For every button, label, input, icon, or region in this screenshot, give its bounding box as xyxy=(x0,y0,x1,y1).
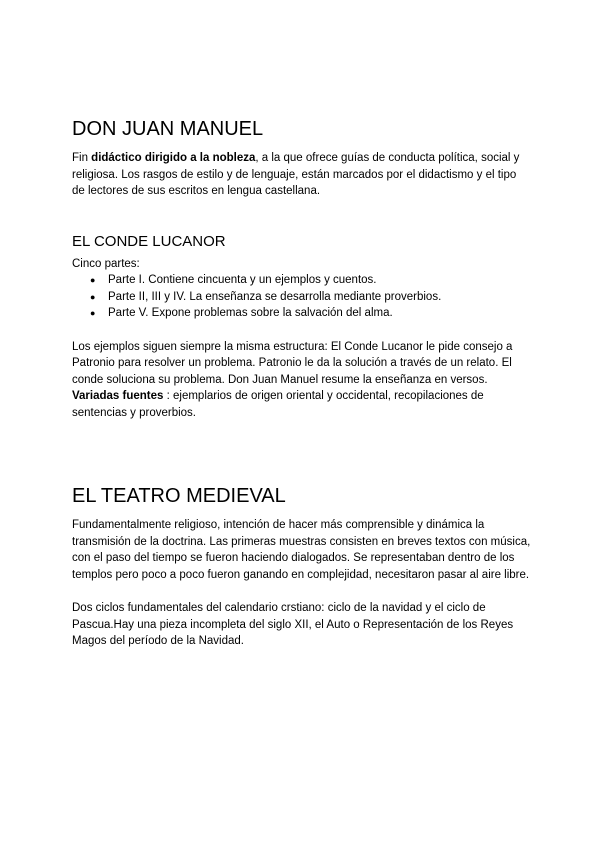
spacer xyxy=(72,322,532,339)
text-part1: Los ejemplos siguen siempre la misma estructura: El Conde Lucanor le pide consejo a Patronio para resolver un problema. Patronio le da la solución a través de un relato. El conde soluciona su problema. Don Juan Manuel resume la enseñanza en versos. xyxy=(72,340,513,386)
text-prefix: Fin xyxy=(72,152,92,164)
text-rest: , a la que ofrece guías de conducta política, social y religiosa. Los rasgos de estilo y de lenguaje, están marcados por el didactismo y el tipo de lectores de sus escritos en lengua castellana. xyxy=(72,152,520,197)
text-part2: : ejemplarios de origen oriental y occidental, recopilaciones de sentencias y proverbios. xyxy=(72,390,484,419)
heading-teatro-medieval: EL TEATRO MEDIEVAL xyxy=(72,485,286,507)
bold-phrase: didáctico dirigido a la nobleza xyxy=(91,152,256,164)
spacer xyxy=(72,200,532,232)
spacer xyxy=(72,421,532,483)
list-item: ● Parte I. Contiene cincuenta y un ejemplos y cuentos. xyxy=(108,272,532,289)
list-item: ● Parte V. Expone problemas sobre la salvación del alma. xyxy=(108,305,532,322)
document-content xyxy=(72,116,532,650)
intro-cinco-partes: Cinco partes: xyxy=(72,257,140,270)
paragraph-estructura xyxy=(72,339,532,422)
heading-don-juan-manuel: DON JUAN MANUEL xyxy=(72,118,264,140)
list-item: ● Parte II, III y IV. La enseñanza se desarrolla mediante proverbios. xyxy=(108,289,532,306)
bold-phrase: Variadas fuentes xyxy=(72,390,164,402)
paragraph-teatro-2: Dos ciclos fundamentales del calendario crstiano: ciclo de la navidad y el ciclo de Pascua.Hay una pieza incompleta del siglo XII, el Auto o Representación de los Reyes Magos del período de la Navidad. xyxy=(72,602,514,647)
paragraph-teatro-1: Fundamentalmente religioso, intención de hacer más comprensible y dinámica la transmisión de la doctrina. Las primeras muestras consisten en breves textos con música, con el paso del tiempo se fueron haciendo dialogados. Se representaban dentro de los templos pero poco a poco fueron ganando en complejidad, necesitaron pasar al aire libre. xyxy=(72,519,531,581)
heading-conde-lucanor: EL CONDE LUCANOR xyxy=(72,232,226,250)
spacer xyxy=(72,583,532,600)
paragraph-don-juan-manuel xyxy=(72,150,532,200)
parts-list xyxy=(72,272,532,322)
